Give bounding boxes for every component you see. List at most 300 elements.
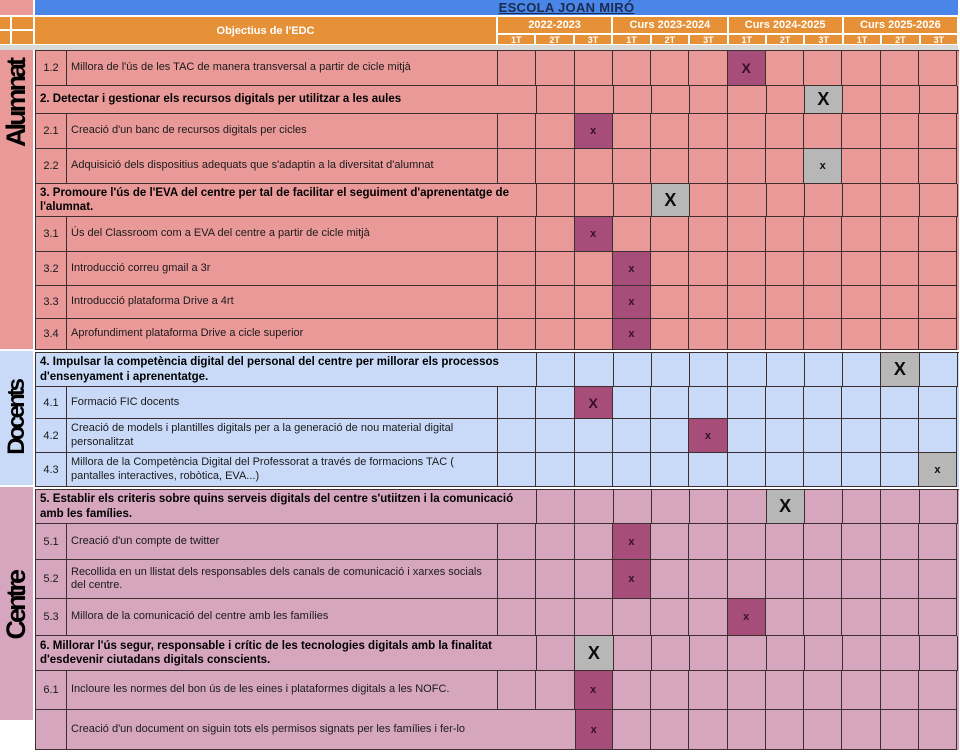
trimester-cell[interactable] bbox=[575, 51, 613, 86]
title-bar bbox=[35, 0, 958, 15]
trimester-cell[interactable] bbox=[728, 353, 766, 387]
objective-row bbox=[35, 387, 959, 419]
trimester-cell[interactable] bbox=[651, 524, 689, 560]
trimester-header-cell: 2T bbox=[652, 35, 688, 44]
trimester-cell[interactable] bbox=[498, 453, 536, 487]
trimester-cell[interactable] bbox=[498, 524, 536, 560]
trimester-cell[interactable] bbox=[766, 419, 804, 453]
trimester-cell[interactable] bbox=[690, 353, 728, 387]
trimester-cell[interactable] bbox=[766, 560, 804, 599]
trimester-cell[interactable] bbox=[804, 710, 842, 750]
trimester-cell[interactable] bbox=[652, 353, 690, 387]
header-filler-cell bbox=[12, 17, 33, 29]
trimester-cell[interactable] bbox=[498, 149, 536, 184]
trimester-cell[interactable] bbox=[842, 114, 880, 149]
trimester-mark-cell[interactable]: x bbox=[613, 560, 651, 599]
trimester-cell[interactable] bbox=[689, 217, 727, 252]
trimester-cell[interactable] bbox=[881, 490, 919, 524]
trimester-cell[interactable] bbox=[881, 599, 919, 636]
trimester-cell[interactable] bbox=[575, 184, 613, 217]
trimester-cell[interactable] bbox=[843, 86, 881, 114]
trimester-cell[interactable] bbox=[689, 524, 727, 560]
trimester-cell[interactable] bbox=[881, 524, 919, 560]
trimester-cell[interactable] bbox=[651, 560, 689, 599]
trimester-cell[interactable] bbox=[804, 453, 842, 487]
objective-row bbox=[35, 710, 959, 750]
trimester-cell[interactable] bbox=[536, 524, 574, 560]
trimester-cell[interactable] bbox=[728, 387, 766, 419]
trimester-cell[interactable] bbox=[575, 560, 613, 599]
trimester-cell[interactable] bbox=[843, 636, 881, 671]
objective-text-cell[interactable]: Millora de l'ús de les TAC de manera transversal a partir de cicle mitjà bbox=[67, 51, 498, 86]
trimester-header-cell: 3T bbox=[921, 35, 957, 44]
trimester-cell[interactable] bbox=[689, 560, 727, 599]
trimester-mark-cell[interactable]: x bbox=[575, 114, 613, 149]
objective-header-row bbox=[35, 353, 959, 387]
trimester-cell[interactable] bbox=[728, 490, 766, 524]
trimester-cell[interactable] bbox=[919, 419, 957, 453]
trimester-cell[interactable] bbox=[842, 286, 880, 319]
trimester-cell[interactable] bbox=[651, 671, 689, 710]
trimester-cell[interactable] bbox=[804, 671, 842, 710]
trimester-cell[interactable] bbox=[804, 114, 842, 149]
trimester-cell[interactable] bbox=[920, 353, 958, 387]
trimester-cell[interactable] bbox=[728, 252, 766, 286]
trimester-cell[interactable] bbox=[614, 353, 652, 387]
trimester-cell[interactable] bbox=[575, 319, 613, 350]
trimester-cell[interactable] bbox=[804, 319, 842, 350]
objective-text-cell[interactable]: Creació de models i plantilles digitals per a la generació de nou material digital personalitzat bbox=[67, 419, 498, 453]
objective-text-cell[interactable]: Millora de la Competència Digital del Professorat a través de formacions TAC ( pantalles interactives, robòtica, EVA...) bbox=[67, 453, 498, 487]
trimester-mark-cell[interactable]: x bbox=[613, 286, 651, 319]
objective-text-cell[interactable]: Ús del Classroom com a EVA del centre a partir de cicle mitjà bbox=[67, 217, 498, 252]
trimester-cell[interactable] bbox=[575, 524, 613, 560]
trimester-mark-cell[interactable]: x bbox=[804, 149, 842, 184]
trimester-cell[interactable] bbox=[881, 114, 919, 149]
trimester-cell[interactable] bbox=[689, 319, 727, 350]
trimester-cell[interactable] bbox=[919, 217, 957, 252]
trimester-cell[interactable] bbox=[804, 51, 842, 86]
trimester-cell[interactable] bbox=[728, 636, 766, 671]
trimester-cell[interactable] bbox=[689, 599, 727, 636]
trimester-cell[interactable] bbox=[690, 86, 728, 114]
trimester-cell[interactable] bbox=[536, 286, 574, 319]
trimester-cell[interactable] bbox=[766, 387, 804, 419]
trimester-cell[interactable] bbox=[613, 149, 651, 184]
trimester-cell[interactable] bbox=[651, 453, 689, 487]
trimester-cell[interactable] bbox=[536, 252, 574, 286]
trimester-cell[interactable] bbox=[881, 252, 919, 286]
trimester-cell[interactable] bbox=[728, 671, 766, 710]
trimester-cell[interactable] bbox=[536, 599, 574, 636]
trimester-cell[interactable] bbox=[651, 51, 689, 86]
trimester-cell[interactable] bbox=[842, 387, 880, 419]
objective-text-cell[interactable]: Creació d'un banc de recursos digitals per cicles bbox=[67, 114, 498, 149]
trimester-mark-cell[interactable]: X bbox=[575, 636, 613, 671]
trimester-cell[interactable] bbox=[575, 599, 613, 636]
trimester-mark-cell[interactable]: x bbox=[613, 524, 651, 560]
trimester-cell[interactable] bbox=[651, 114, 689, 149]
trimester-cell[interactable] bbox=[728, 149, 766, 184]
trimester-cell[interactable] bbox=[689, 453, 727, 487]
trimester-cell[interactable] bbox=[614, 184, 652, 217]
row-number-cell[interactable]: 3.4 bbox=[35, 319, 67, 350]
trimester-cell[interactable] bbox=[881, 710, 919, 750]
trimester-cell[interactable] bbox=[613, 599, 651, 636]
trimester-cell[interactable] bbox=[536, 149, 574, 184]
trimester-cell[interactable] bbox=[651, 319, 689, 350]
trimester-cell[interactable] bbox=[498, 671, 536, 710]
row-number-cell[interactable] bbox=[35, 710, 67, 750]
trimester-cell[interactable] bbox=[766, 599, 804, 636]
trimester-header-cell: 1T bbox=[498, 35, 534, 44]
trimester-cell[interactable] bbox=[766, 252, 804, 286]
row-number-cell[interactable]: 4.1 bbox=[35, 387, 67, 419]
row-number-cell[interactable]: 2.2 bbox=[35, 149, 67, 184]
row-number-cell[interactable]: 3.3 bbox=[35, 286, 67, 319]
trimester-cell[interactable] bbox=[651, 387, 689, 419]
trimester-cell[interactable] bbox=[536, 453, 574, 487]
trimester-cell[interactable] bbox=[614, 490, 652, 524]
trimester-cell[interactable] bbox=[805, 353, 843, 387]
trimester-cell[interactable] bbox=[804, 524, 842, 560]
trimester-cell[interactable] bbox=[766, 319, 804, 350]
trimester-cell[interactable] bbox=[842, 524, 880, 560]
trimester-cell[interactable] bbox=[498, 217, 536, 252]
trimester-mark-cell[interactable]: X bbox=[728, 51, 766, 86]
trimester-cell[interactable] bbox=[843, 353, 881, 387]
trimester-mark-cell[interactable]: X bbox=[805, 86, 843, 114]
trimester-cell[interactable] bbox=[537, 184, 575, 217]
trimester-cell[interactable] bbox=[689, 387, 727, 419]
trimester-cell[interactable] bbox=[842, 217, 880, 252]
trimester-cell[interactable] bbox=[804, 387, 842, 419]
trimester-cell[interactable] bbox=[498, 286, 536, 319]
objective-row bbox=[35, 453, 959, 487]
trimester-cell[interactable] bbox=[919, 671, 957, 710]
trimester-cell[interactable] bbox=[881, 149, 919, 184]
section-label-text: Centre bbox=[1, 572, 31, 640]
objective-header-text-cell[interactable]: 2. Detectar i gestionar els recursos digitals per utilitzar a les aules bbox=[35, 86, 537, 114]
trimester-cell[interactable] bbox=[575, 149, 613, 184]
trimester-cell[interactable] bbox=[613, 114, 651, 149]
trimester-cell[interactable] bbox=[767, 184, 805, 217]
trimester-cell[interactable] bbox=[651, 149, 689, 184]
trimester-cell[interactable] bbox=[536, 114, 574, 149]
trimester-mark-cell[interactable]: X bbox=[767, 490, 805, 524]
trimester-cell[interactable] bbox=[919, 114, 957, 149]
trimester-cell[interactable] bbox=[537, 353, 575, 387]
row-number-cell[interactable]: 5.1 bbox=[35, 524, 67, 560]
trimester-cell[interactable] bbox=[575, 490, 613, 524]
objective-header-row bbox=[35, 184, 959, 217]
trimester-mark-cell[interactable]: x bbox=[613, 319, 651, 350]
section-alumnat bbox=[35, 50, 959, 350]
trimester-cell[interactable] bbox=[498, 319, 536, 350]
objective-text-cell[interactable]: Recollida en un llistat dels responsables dels canals de comunicació i xarxes socials del centre. bbox=[67, 560, 498, 599]
trimester-cell[interactable] bbox=[842, 319, 880, 350]
trimester-cell[interactable] bbox=[613, 671, 651, 710]
header-filler-cell bbox=[0, 17, 10, 29]
objective-text-cell[interactable]: Formació FIC docents bbox=[67, 387, 498, 419]
section-centre bbox=[35, 489, 959, 750]
trimester-cell[interactable] bbox=[613, 51, 651, 86]
trimester-cell[interactable] bbox=[498, 419, 536, 453]
trimester-cell[interactable] bbox=[919, 252, 957, 286]
trimester-mark-cell[interactable]: x bbox=[575, 217, 613, 252]
trimester-cell[interactable] bbox=[881, 51, 919, 86]
objective-row bbox=[35, 599, 959, 636]
trimester-cell[interactable] bbox=[805, 636, 843, 671]
section-label-docents bbox=[0, 351, 33, 485]
trimester-cell[interactable] bbox=[728, 453, 766, 487]
trimester-cell[interactable] bbox=[689, 149, 727, 184]
trimester-cell[interactable] bbox=[537, 636, 575, 671]
objective-row bbox=[35, 286, 959, 319]
trimester-cell[interactable] bbox=[498, 252, 536, 286]
trimester-cell[interactable] bbox=[498, 710, 536, 750]
trimester-cell[interactable] bbox=[919, 149, 957, 184]
objective-text-cell[interactable]: Introducció plataforma Drive a 4rt bbox=[67, 286, 498, 319]
trimester-cell[interactable] bbox=[766, 453, 804, 487]
row-number-cell[interactable]: 2.1 bbox=[35, 114, 67, 149]
trimester-cell[interactable] bbox=[728, 114, 766, 149]
trimester-cell[interactable] bbox=[842, 710, 880, 750]
trimester-cell[interactable] bbox=[613, 387, 651, 419]
trimester-header-cell: 1T bbox=[729, 35, 765, 44]
trimester-cell[interactable] bbox=[842, 453, 880, 487]
trimester-cell[interactable] bbox=[842, 149, 880, 184]
row-number-cell[interactable]: 6.1 bbox=[35, 671, 67, 710]
trimester-cell[interactable] bbox=[575, 453, 613, 487]
trimester-mark-cell[interactable]: X bbox=[652, 184, 690, 217]
row-number-cell[interactable]: 4.2 bbox=[35, 419, 67, 453]
trimester-cell[interactable] bbox=[881, 217, 919, 252]
trimester-cell[interactable] bbox=[919, 387, 957, 419]
trimester-cell[interactable] bbox=[651, 286, 689, 319]
trimester-cell[interactable] bbox=[804, 252, 842, 286]
row-number-cell[interactable]: 5.2 bbox=[35, 560, 67, 599]
trimester-cell[interactable] bbox=[613, 217, 651, 252]
trimester-cell[interactable] bbox=[766, 51, 804, 86]
trimester-cell[interactable] bbox=[804, 560, 842, 599]
trimester-cell[interactable] bbox=[767, 636, 805, 671]
trimester-cell[interactable] bbox=[766, 286, 804, 319]
trimester-cell[interactable] bbox=[575, 252, 613, 286]
trimester-cell[interactable] bbox=[728, 184, 766, 217]
trimester-cell[interactable] bbox=[536, 560, 574, 599]
trimester-cell[interactable] bbox=[881, 636, 919, 671]
row-number-cell[interactable]: 4.3 bbox=[35, 453, 67, 487]
trimester-cell[interactable] bbox=[881, 671, 919, 710]
trimester-cell[interactable] bbox=[881, 419, 919, 453]
trimester-cell[interactable] bbox=[613, 453, 651, 487]
objective-row bbox=[35, 319, 959, 350]
year-header-2022-2023: 2022-2023 bbox=[498, 17, 611, 33]
trimester-cell[interactable] bbox=[842, 599, 880, 636]
trimester-cell[interactable] bbox=[575, 353, 613, 387]
objective-text-cell[interactable]: Creació d'un compte de twitter bbox=[67, 524, 498, 560]
trimester-cell[interactable] bbox=[689, 710, 727, 750]
objective-text-cell[interactable]: Introducció correu gmail a 3r bbox=[67, 252, 498, 286]
trimester-cell[interactable] bbox=[881, 86, 919, 114]
trimester-cell[interactable] bbox=[536, 710, 574, 750]
trimester-cell[interactable] bbox=[575, 286, 613, 319]
trimester-cell[interactable] bbox=[920, 86, 958, 114]
trimester-cell[interactable] bbox=[766, 710, 804, 750]
trimester-mark-cell[interactable]: x bbox=[575, 710, 613, 750]
trimester-cell[interactable] bbox=[498, 599, 536, 636]
trimester-cell[interactable] bbox=[614, 636, 652, 671]
trimester-cell[interactable] bbox=[919, 599, 957, 636]
trimester-cell[interactable] bbox=[652, 86, 690, 114]
trimester-cell[interactable] bbox=[689, 51, 727, 86]
trimester-cell[interactable] bbox=[690, 184, 728, 217]
trimester-cell[interactable] bbox=[881, 387, 919, 419]
objective-header-text-cell[interactable]: 3. Promoure l'ús de l'EVA del centre per tal de facilitar el seguiment d'aprenentatge de l'alumnat. bbox=[35, 184, 537, 217]
trimester-cell[interactable] bbox=[919, 286, 957, 319]
trimester-cell[interactable] bbox=[728, 710, 766, 750]
trimester-mark-cell[interactable]: x bbox=[689, 419, 727, 453]
trimester-cell[interactable] bbox=[843, 184, 881, 217]
trimester-cell[interactable] bbox=[728, 560, 766, 599]
trimester-cell[interactable] bbox=[498, 560, 536, 599]
trimester-cell[interactable] bbox=[804, 286, 842, 319]
trimester-cell[interactable] bbox=[652, 636, 690, 671]
trimester-cell[interactable] bbox=[728, 86, 766, 114]
trimester-cell[interactable] bbox=[537, 86, 575, 114]
trimester-cell[interactable] bbox=[613, 710, 651, 750]
trimester-cell[interactable] bbox=[575, 86, 613, 114]
trimester-cell[interactable] bbox=[651, 599, 689, 636]
trimester-cell[interactable] bbox=[652, 490, 690, 524]
trimester-cell[interactable] bbox=[920, 490, 958, 524]
body-rows bbox=[35, 50, 959, 752]
objective-text-cell[interactable]: Adquisició dels dispositius adequats que s'adaptin a la diversitat d'alumnat bbox=[67, 149, 498, 184]
header-filler-cell bbox=[0, 31, 10, 44]
trimester-cell[interactable] bbox=[842, 560, 880, 599]
trimester-cell[interactable] bbox=[766, 524, 804, 560]
trimester-cell[interactable] bbox=[651, 252, 689, 286]
trimester-cell[interactable] bbox=[920, 636, 958, 671]
trimester-cell[interactable] bbox=[536, 319, 574, 350]
trimester-mark-cell[interactable]: x bbox=[728, 599, 766, 636]
trimester-cell[interactable] bbox=[614, 86, 652, 114]
trimester-cell[interactable] bbox=[689, 286, 727, 319]
trimester-header-cell: 3T bbox=[690, 35, 726, 44]
row-number-cell[interactable]: 3.2 bbox=[35, 252, 67, 286]
trimester-cell[interactable] bbox=[690, 636, 728, 671]
trimester-mark-cell[interactable]: x bbox=[575, 671, 613, 710]
trimester-cell[interactable] bbox=[766, 217, 804, 252]
trimester-cell[interactable] bbox=[842, 252, 880, 286]
trimester-cell[interactable] bbox=[536, 51, 574, 86]
trimester-mark-cell[interactable]: X bbox=[575, 387, 613, 419]
trimester-cell[interactable] bbox=[728, 419, 766, 453]
objective-text-cell[interactable]: Incloure les normes del bon ús de les eines i plataformes digitals a les NOFC. bbox=[67, 671, 498, 710]
trimester-cell[interactable] bbox=[804, 419, 842, 453]
trimester-cell[interactable] bbox=[689, 252, 727, 286]
trimester-cell[interactable] bbox=[690, 490, 728, 524]
trimester-cell[interactable] bbox=[651, 710, 689, 750]
trimester-header-cell: 1T bbox=[844, 35, 880, 44]
trimester-cell[interactable] bbox=[575, 419, 613, 453]
objective-header-row bbox=[35, 86, 959, 114]
trimester-cell[interactable] bbox=[536, 387, 574, 419]
trimester-cell[interactable] bbox=[767, 353, 805, 387]
objective-header-text-cell[interactable]: 4. Impulsar la competència digital del personal del centre per millorar els processos d'ensenyament i aprenentatge. bbox=[35, 353, 537, 387]
objective-row bbox=[35, 524, 959, 560]
trimester-mark-cell[interactable]: X bbox=[881, 353, 919, 387]
trimester-cell[interactable] bbox=[804, 217, 842, 252]
trimester-cell[interactable] bbox=[536, 419, 574, 453]
trimester-cell[interactable] bbox=[613, 419, 651, 453]
trimester-cell[interactable] bbox=[881, 319, 919, 350]
trimester-cell[interactable] bbox=[842, 419, 880, 453]
trimester-cell[interactable] bbox=[728, 217, 766, 252]
objective-row bbox=[35, 114, 959, 149]
trimester-cell[interactable] bbox=[881, 184, 919, 217]
trimester-cell[interactable] bbox=[537, 490, 575, 524]
objective-header-text-cell[interactable]: 5. Establir els criteris sobre quins serveis digitals del centre s'utiitzen i la comunicació amb les famílies. bbox=[35, 490, 537, 524]
trimester-cell[interactable] bbox=[536, 217, 574, 252]
objective-row bbox=[35, 217, 959, 252]
trimester-cell[interactable] bbox=[766, 114, 804, 149]
trimester-cell[interactable] bbox=[728, 286, 766, 319]
objective-text-cell[interactable]: Aprofundiment plataforma Drive a cicle superior bbox=[67, 319, 498, 350]
row-number-cell[interactable]: 1.2 bbox=[35, 51, 67, 86]
trimester-cell[interactable] bbox=[498, 51, 536, 86]
trimester-cell[interactable] bbox=[919, 710, 957, 750]
trimester-cell[interactable] bbox=[920, 184, 958, 217]
trimester-cell[interactable] bbox=[689, 114, 727, 149]
row-number-cell[interactable]: 5.3 bbox=[35, 599, 67, 636]
trimester-cell[interactable] bbox=[651, 217, 689, 252]
trimester-cell[interactable] bbox=[881, 286, 919, 319]
trimester-cell[interactable] bbox=[766, 671, 804, 710]
trimester-cell[interactable] bbox=[843, 490, 881, 524]
trimester-cell[interactable] bbox=[767, 86, 805, 114]
trimester-cell[interactable] bbox=[919, 560, 957, 599]
trimester-cell[interactable] bbox=[536, 671, 574, 710]
trimester-cell[interactable] bbox=[919, 319, 957, 350]
objective-header-text-cell[interactable]: 6. Millorar l'ús segur, responsable i crític de les tecnologies digitals amb la finalitat d'esdevenir ciutadans digitals conscients. bbox=[35, 636, 537, 671]
row-number-cell[interactable]: 3.1 bbox=[35, 217, 67, 252]
trimester-cell[interactable] bbox=[881, 453, 919, 487]
trimester-mark-cell[interactable]: x bbox=[919, 453, 957, 487]
trimester-cell[interactable] bbox=[498, 114, 536, 149]
trimester-mark-cell[interactable]: x bbox=[613, 252, 651, 286]
trimester-cell[interactable] bbox=[651, 419, 689, 453]
trimester-cell[interactable] bbox=[805, 184, 843, 217]
trimester-cell[interactable] bbox=[689, 671, 727, 710]
trimester-cell[interactable] bbox=[498, 387, 536, 419]
trimester-cell[interactable] bbox=[728, 524, 766, 560]
trimester-cell[interactable] bbox=[842, 671, 880, 710]
trimester-cell[interactable] bbox=[919, 51, 957, 86]
trimester-cell[interactable] bbox=[842, 51, 880, 86]
trimester-cell[interactable] bbox=[881, 560, 919, 599]
trimester-cell[interactable] bbox=[766, 149, 804, 184]
objective-header-row bbox=[35, 636, 959, 671]
trimester-cell[interactable] bbox=[919, 524, 957, 560]
trimester-cell[interactable] bbox=[728, 319, 766, 350]
objective-text-cell[interactable]: Millora de la comunicació del centre amb les famílies bbox=[67, 599, 498, 636]
trimester-cell[interactable] bbox=[805, 490, 843, 524]
section-label-text: Alumnat bbox=[1, 60, 31, 147]
objective-text-cell[interactable]: Creació d'un document on siguin tots els permisos signats per les famílies i fer-lo bbox=[67, 710, 498, 750]
trimester-cell[interactable] bbox=[804, 599, 842, 636]
